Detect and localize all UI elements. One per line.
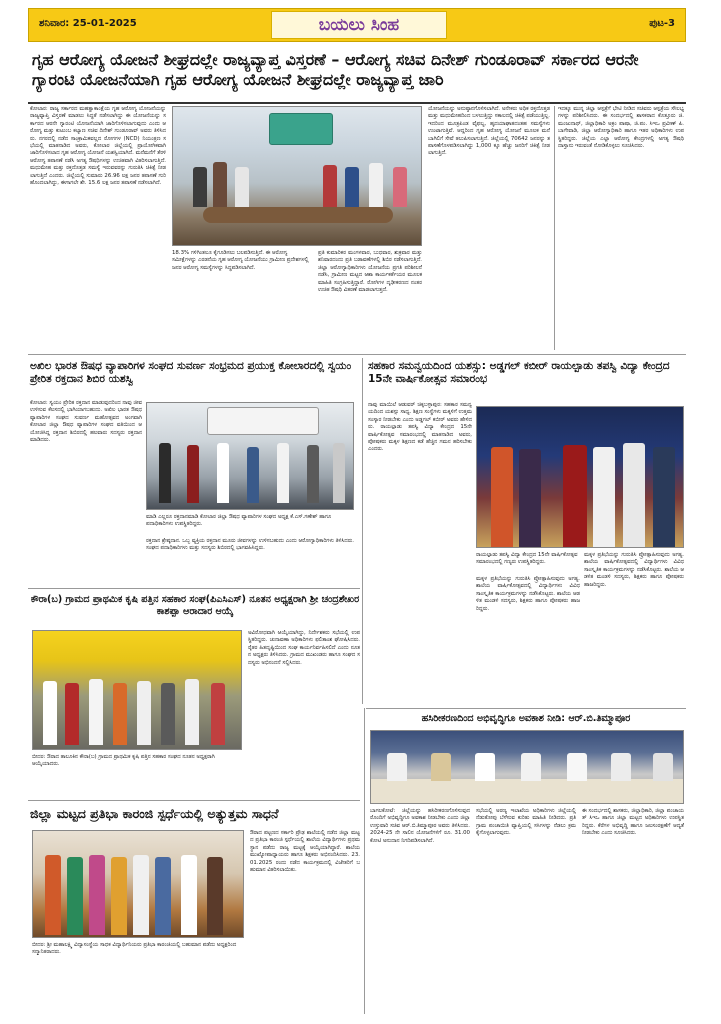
newspaper-title: ಬಯಲು ಸಿಂಹ <box>271 11 447 39</box>
anniversary-col1-text: ನಾವು ಮಾಯಿಲೆ ಆಡುವರ್ ಚಿಕ್ಕಬಳ್ಳಾಪುರ: ಸಹಕಾರ ಸಮನ್ವಯದಿಂದ ಯಶಸ್ಸು ಸಾಧ್ಯ. ಶಿಕ್ಷಣ ಸಂಸ್ಥೆಗಳು ಮಕ್ಕಳಿಗೆ ಉತ್ತಮ ಸಂಸ್ಕಾರ ನೀಡಬೇಕು ಎಂದು ಅಡ್ಡಗಲ್ ಕಬೀರ್ ಅವರು ಹೇಳಿದರು. ರಾಯಲ್ಪಾಡು ತಪಸ್ವಿ ವಿದ್ಯಾ ಕೇಂದ್ರದ 15ನೇ ವಾರ್ಷಿಕೋತ್ಸವ ಸಮಾರಂಭದಲ್ಲಿ ಮಾತನಾಡಿದ ಅವರು, ಪೋಷಕರು ಮಕ್ಕಳ ಶಿಕ್ಷಣದ ಕಡೆ ಹೆಚ್ಚಿನ ಗಮನ ಹರಿಸಬೇಕು ಎಂದರು. <box>368 402 472 453</box>
lead-headline: ಗೃಹ ಆರೋಗ್ಯ ಯೋಜನೆ ಶೀಘ್ರದಲ್ಲೇ ರಾಜ್ಯವ್ಯಾಪ್ತ ವಿಸ್ತರಣೆ – ಆರೋಗ್ಯ ಸಚಿವ ದಿನೇಶ್ ಗುಂಡೂರಾವ್ ಸರ್ಕಾರದ ಆರನೇ ಗ್ಯಾರಂಟಿ ಯೋಜನೆಯಾಗಿ ಗೃಹ ಆರೋಗ್ಯ ಯೋಜನೆ ಶೀಘ್ರದಲ್ಲೇ ರಾಜ್ಯವ್ಯಾಪ್ತ ಜಾರಿ <box>32 50 639 89</box>
issue-date: ಶನಿವಾರ: 25-01-2025 <box>39 18 137 29</box>
person-figure <box>207 857 223 935</box>
greening-col2-text: ಸಭೆಯಲ್ಲಿ ಅರಣ್ಯ ಇಲಾಖೆಯ ಅಧಿಕಾರಿಗಳು ಜಿಲ್ಲೆಯಲ್ಲಿ ನೆಡುತೋಪು ಬೆಳೆಸುವ ಕುರಿತು ಮಾಹಿತಿ ನೀಡಿದರು. ಪ್ರತಿ ಗ್ರಾಮ ಪಂಚಾಯಿತಿ ವ್ಯಾಪ್ತಿಯಲ್ಲಿ ಸಸಿಗಳನ್ನು ನೆಡಲು ಕ್ರಮ ಕೈಗೊಳ್ಳಲಾಗುವುದು. <box>476 808 576 837</box>
anniversary-column-2 <box>476 576 580 704</box>
talent-photo <box>32 830 244 938</box>
person-figure <box>89 855 105 935</box>
person-figure <box>137 681 151 745</box>
person-figure <box>623 443 645 547</box>
person-figure <box>611 753 631 781</box>
person-figure <box>247 447 259 503</box>
person-figure <box>43 681 57 745</box>
talent-caption: ಬೀದರ: ಶ್ರೀ ಮಹಾಲಕ್ಷ್ಮಿ ವಿದ್ಯಾಸಂಸ್ಥೆಯ ಸಾಧಕ ವಿದ್ಯಾರ್ಥಿನಿಯರು ಪ್ರತಿಭಾ ಕಾರಂಜಿಯಲ್ಲಿ ಬಹುಮಾನ ಪಡೆದು ಅಧ್ಯಕ್ಷರಿಂದ ಸನ್ಮಾನಿತರಾದರು. <box>32 942 237 956</box>
person-figure <box>67 857 83 935</box>
blood-col2-text: ರಕ್ತದಾನ ಶ್ರೇಷ್ಠದಾನ. ಒಬ್ಬ ವ್ಯಕ್ತಿಯ ರಕ್ತದಾನ ಮೂರು ಜೀವಗಳನ್ನು ಉಳಿಸಬಹುದು ಎಂದು ಆರೋಗ್ಯಾಧಿಕಾರಿಗಳು ತಿಳಿಸಿದರು. ಸಂಘದ ಪದಾಧಿಕಾರಿಗಳು ಮತ್ತು ಸದಸ್ಯರು ಶಿಬಿರದಲ್ಲಿ ಭಾಗವಹಿಸಿದ್ದರು. <box>146 538 354 552</box>
person-figure <box>113 683 127 745</box>
talent-col-text: ಔರಾದ ಪಟ್ಟಣದ ಸರ್ಕಾರಿ ಪ್ರೌಢ ಶಾಲೆಯಲ್ಲಿ ನಡೆದ ಜಿಲ್ಲಾ ಮಟ್ಟದ ಪ್ರತಿಭಾ ಕಾರಂಜಿ ಸ್ಪರ್ಧೆಯಲ್ಲಿ ಶಾಲೆಯ ವಿದ್ಯಾರ್ಥಿಗಳು ಪ್ರಥಮ ಸ್ಥಾನ ಪಡೆದು ರಾಜ್ಯ ಮಟ್ಟಕ್ಕೆ ಆಯ್ಕೆಯಾಗಿದ್ದಾರೆ. ಶಾಲೆಯ ಮುಖ್ಯೋಪಾಧ್ಯಾಯರು ಹಾಗೂ ಶಿಕ್ಷಕರು ಅಭಿನಂದಿಸಿದರು. 23.01.2025 ರಂದು ನಡೆದ ಕಾರ್ಯಕ್ರಮದಲ್ಲಿ ವಿಜೇತರಿಗೆ ಬಹುಮಾನ ವಿತರಿಸಲಾಯಿತು. <box>250 830 360 874</box>
anniversary-photo <box>476 406 684 548</box>
anniversary-headline: ಸಹಕಾರ ಸಮನ್ವಯದಿಂದ ಯಶಸ್ಸು: ಅಡ್ಡಗಲ್ ಕಬೀರ್ ರಾಯಲ್ಪಾಡು ತಪಸ್ವಿ ವಿದ್ಯಾ ಕೇಂದ್ರದ 15ನೇ ವಾರ್ಷಿಕೋತ್ಸವ ಸಮಾರಂಭ <box>368 360 670 386</box>
person-figure <box>111 857 127 935</box>
lead-column-1 <box>30 106 166 350</box>
newspaper-page <box>28 8 686 1016</box>
lead-rule <box>28 102 686 104</box>
greening-column-3 <box>582 808 684 1014</box>
section-divider <box>366 708 686 709</box>
person-figure <box>491 447 513 547</box>
person-figure <box>185 679 199 745</box>
person-figure <box>307 445 319 503</box>
person-figure <box>217 443 229 503</box>
person-figure <box>155 857 171 935</box>
person-figure <box>193 167 207 207</box>
anniversary-column-3 <box>584 552 684 704</box>
masthead-bar <box>28 8 686 42</box>
person-figure <box>563 445 587 547</box>
person-figure <box>387 753 407 781</box>
person-figure <box>369 163 383 207</box>
greening-headline: ಹಸಿರೀಕರಣದಿಂದ ಅಭಿವೃದ್ಧಿಗೂ ಅವಕಾಶ ನೀಡಿ: ಆರ್.ಬಿ.ತಿಮ್ಮಾಪೂರ <box>421 713 631 724</box>
greening-col3-text: ಈ ಸಂದರ್ಭದಲ್ಲಿ ಶಾಸಕರು, ಜಿಲ್ಲಾಧಿಕಾರಿ, ಜಿಲ್ಲಾ ಪಂಚಾಯತ್ ಸಿಇಒ ಹಾಗೂ ಜಿಲ್ಲಾ ಮಟ್ಟದ ಅಧಿಕಾರಿಗಳು ಉಪಸ್ಥಿತರಿದ್ದರು. ಕೆರೆಗಳ ಅಭಿವೃದ್ಧಿ ಹಾಗೂ ಜಲಸಂರಕ್ಷಣೆಗೆ ಆದ್ಯತೆ ನೀಡಬೇಕು ಎಂದು ಸೂಚಿಸಿದರು. <box>582 808 684 837</box>
person-figure <box>45 855 61 935</box>
greening-photo <box>370 730 684 804</box>
conference-table <box>203 207 393 223</box>
person-figure <box>133 855 149 935</box>
column-divider <box>364 708 365 1014</box>
blood-column-2 <box>146 538 354 586</box>
greening-col1-text: ಬಾಗಲಕೋಟೆ: ಜಿಲ್ಲೆಯನ್ನು ಹಸಿರೀಕರಣಗೊಳಿಸುವುದರೊಂದಿಗೆ ಅಭಿವೃದ್ಧಿಗೂ ಅವಕಾಶ ನೀಡಬೇಕು ಎಂದು ಜಿಲ್ಲಾ ಉಸ್ತುವಾರಿ ಸಚಿವ ಆರ್.ಬಿ.ತಿಮ್ಮಾಪೂರ ಅವರು ತಿಳಿಸಿದರು. 2024-25 ನೇ ಸಾಲಿನ ಯೋಜನೆಗಳಿಗೆ ರೂ. 31.00 ಕೋಟಿ ಅನುದಾನ ನಿಗದಿಪಡಿಸಲಾಗಿದೆ. <box>370 808 470 844</box>
anniversary-col2-text: ಮಕ್ಕಳ ಪ್ರತಿಭೆಯನ್ನು ಗುರುತಿಸಿ ಪ್ರೋತ್ಸಾಹಿಸುವುದು ಅಗತ್ಯ. ಶಾಲೆಯ ವಾರ್ಷಿಕೋತ್ಸವದಲ್ಲಿ ವಿದ್ಯಾರ್ಥಿಗಳು ವಿವಿಧ ಸಾಂಸ್ಕೃತಿಕ ಕಾರ್ಯಕ್ರಮಗಳನ್ನು ನಡೆಸಿಕೊಟ್ಟರು. ಶಾಲೆಯ ಆಡಳಿತ ಮಂಡಳಿ ಸದಸ್ಯರು, ಶಿಕ್ಷಕರು ಹಾಗೂ ಪೋಷಕರು ಹಾಜರಿದ್ದರು. <box>476 576 580 612</box>
lead-photo <box>172 106 422 246</box>
person-figure <box>277 443 289 503</box>
greening-column-1 <box>370 808 470 1014</box>
blood-column-1 <box>30 400 142 580</box>
person-figure <box>519 449 541 547</box>
lead-column-4 <box>428 106 550 350</box>
dais-table <box>371 779 684 804</box>
section-divider <box>28 800 360 801</box>
lead-col3-text: ಪ್ರತಿ ಕುಮಾರಿಕರ ಮಂಗಳವಾರ, ಬುಧವಾರ, ಶುಕ್ರವಾರ ಮತ್ತು ಶನಿವಾರದಂದು ಪ್ರತಿ ಬಡಾವಣೆಗಳಲ್ಲಿ ಶಿಬಿರ ನಡೆಸಲಾಗುತ್ತಿದೆ. ಜಿಲ್ಲಾ ಆರೋಗ್ಯಾಧಿಕಾರಿಗಳು ಯೋಜನೆಯ ಪ್ರಗತಿ ಪರಿಶೀಲನೆ ನಡೆಸಿ, ಗ್ರಾಮೀಣ ಮಟ್ಟದ ಆಶಾ ಕಾರ್ಯಕರ್ತೆಯರ ಮೂಲಕ ಮಾಹಿತಿ ಸಂಗ್ರಹಿಸುತ್ತಿದ್ದಾರೆ. ರೋಗಿಗಳ ದೃಢೀಕರಣದ ನಂತರ ಉಚಿತ ಔಷಧಿ ವಿತರಣೆ ಮಾಡಲಾಗುತ್ತದೆ. <box>318 250 422 294</box>
anniversary-caption: ರಾಯಲ್ಪಾಡು ತಪಸ್ವಿ ವಿದ್ಯಾ ಕೇಂದ್ರದ 15ನೇ ವಾರ್ಷಿಕೋತ್ಸವ ಸಮಾರಂಭದಲ್ಲಿ ಗಣ್ಯರು ಉಪಸ್ಥಿತರಿದ್ದರು. <box>476 552 578 566</box>
society-caption: ಬೀದರ: ಔರಾದ ತಾಲೂಕಿನ ಕೌರಾ(ಬ) ಗ್ರಾಮದ ಪ್ರಾಥಮಿಕ ಕೃಷಿ ಪತ್ತಿನ ಸಹಕಾರ ಸಂಘದ ನೂತನ ಅಧ್ಯಕ್ಷರಾಗಿ ಆಯ್ಕೆಯಾದರು. <box>32 754 215 768</box>
talent-headline: ಜಿಲ್ಲಾ ಮಟ್ಟದ ಪ್ರತಿಭಾ ಕಾರಂಜಿ ಸ್ಪರ್ಧೆಯಲ್ಲಿ ಅತ್ಯುತ್ತಮ ಸಾಧನೆ <box>30 806 279 821</box>
anniversary-column-1 <box>368 402 472 702</box>
lead-column-5 <box>558 106 684 350</box>
person-figure <box>187 445 199 503</box>
lead-column-3 <box>318 250 422 350</box>
society-headline: ಕೌರಾ(ಬ) ಗ್ರಾಮದ ಪ್ರಾಥಮಿಕ ಕೃಷಿ ಪತ್ತಿನ ಸಹಕಾರ ಸಂಘ(ಪಿಎಸಿಎಸ್) ನೂತನ ಅಧ್ಯಕ್ಷರಾಗಿ ಶ್ರೀ ಚಂದ್ರಶೇಖರ ಕಾಶಪ್ಪಾ ಆರಾದಾರ ಆಯ್ಕೆ <box>30 594 360 617</box>
lead-col4-text: ಯೋಜನೆಯನ್ನು ಅನುಷ್ಠಾನಗೊಳಿಸಲಾಗಿದೆ. ಅನೇಕರು ಅಧಿಕ ರಕ್ತದೊತ್ತಡ ಮತ್ತು ಮಧುಮೇಹದಿಂದ ಬಳಲುತ್ತಿದ್ದು ಸಕಾಲದಲ್ಲಿ ಚಿಕಿತ್ಸೆ ಪಡೆಯುತ್ತಿಲ್ಲ. ಇದರಿಂದ ಮೂತ್ರಪಿಂಡ ವೈಫಲ್ಯ, ಹೃದಯಾಘಾತದಂತಹ ಸಮಸ್ಯೆಗಳು ಉಂಟಾಗುತ್ತಿವೆ. ಆದ್ದರಿಂದ ಗೃಹ ಆರೋಗ್ಯ ಯೋಜನೆ ಮೂಲಕ ಮನೆ ಬಾಗಿಲಿಗೆ ಸೇವೆ ತಲುಪಿಸಲಾಗುತ್ತಿದೆ. ಜಿಲ್ಲೆಯಲ್ಲಿ 70642 ಜನರನ್ನು ತಪಾಸಣೆಗೊಳಪಡಿಸಲಾಗಿದ್ದು 1,000 ಕ್ಕೂ ಹೆಚ್ಚು ಜನರಿಗೆ ಚಿಕಿತ್ಸೆ ನೀಡಲಾಗುತ್ತಿದೆ. <box>428 106 550 157</box>
person-figure <box>235 167 249 207</box>
society-column <box>248 630 360 796</box>
lead-photo-caption: 18.3% ಗಳಿಗಿಂತಲೂ ಕೈಗೂಡಿಸಲು ಬಲಪಡಿಸುತ್ತಿದೆ. ಈ ಆರೋಗ್ಯ ಸಮೀಕ್ಷೆಗಳನ್ನು ಎರಡನೆಯ ಗೃಹ ಆರೋಗ್ಯ ಯೋಜನೆಯು ಗ್ರಾಮೀಣ ಪ್ರದೇಶಗಳಲ್ಲಿ ಜನರ ಆರೋಗ್ಯ ಸಮಸ್ಯೆಗಳನ್ನು ಸಿದ್ಧಪಡಿಸಲಾಗಿದೆ. <box>172 250 309 271</box>
person-figure <box>653 447 675 547</box>
person-figure <box>211 683 225 745</box>
column-divider <box>554 106 555 350</box>
camp-banner <box>207 407 319 435</box>
blood-camp-headline: ಅಖಿಲ ಭಾರತ ಔಷಧ ವ್ಯಾಪಾರಿಗಳ ಸಂಘದ ಸುವರ್ಣ ಸಂಭ್ರಮದ ಪ್ರಯುಕ್ತ ಕೋಲಾರದಲ್ಲಿ ಸ್ವಯಂ ಪ್ರೇರಿತ ರಕ್ತದಾನ ಶಿಬಿರ ಯಶಸ್ವಿ <box>30 360 352 386</box>
person-figure <box>213 162 227 207</box>
person-figure <box>431 753 451 781</box>
person-figure <box>521 753 541 781</box>
stage-banner <box>269 113 333 145</box>
person-figure <box>567 753 587 781</box>
section-divider <box>28 354 686 355</box>
person-figure <box>159 443 171 503</box>
lead-col5-text: ಇದಕ್ಕೂ ಮುನ್ನ ಜಿಲ್ಲಾ ಆಸ್ಪತ್ರೆಗೆ ಭೇಟಿ ನೀಡಿದ ಸಚಿವರು ಆಸ್ಪತ್ರೆಯ ಸೌಲಭ್ಯಗಳನ್ನು ಪರಿಶೀಲಿಸಿದರು. ಈ ಸಂದರ್ಭದಲ್ಲಿ ಶಾಸಕರಾದ ಕೊತ್ತೂರು ಜಿ. ಮಂಜುನಾಥ್, ಜಿಲ್ಲಾಧಿಕಾರಿ ಅಕ್ರಂ ಪಾಷಾ, ಜಿ.ಪಂ. ಸಿಇಒ ಪ್ರವೀಣ್ ಪಿ. ಬಾಗೇವಾಡಿ, ಜಿಲ್ಲಾ ಆರೋಗ್ಯಾಧಿಕಾರಿ ಹಾಗೂ ಇತರ ಅಧಿಕಾರಿಗಳು ಉಪಸ್ಥಿತರಿದ್ದರು. ಜಿಲ್ಲೆಯ ಎಲ್ಲಾ ಆರೋಗ್ಯ ಕೇಂದ್ರಗಳಲ್ಲಿ ಅಗತ್ಯ ಔಷಧಿ ದಾಸ್ತಾನು ಇರುವಂತೆ ನೋಡಿಕೊಳ್ಳಲು ಸೂಚಿಸಿದರು. <box>558 106 684 150</box>
person-figure <box>593 447 615 547</box>
section-divider <box>28 588 360 589</box>
column-divider <box>362 358 363 704</box>
person-figure <box>475 753 495 781</box>
society-col-text: ಅವಿರೋಧವಾಗಿ ಆಯ್ಕೆಯಾಗಿದ್ದು, ನಿರ್ದೇಶಕರು ಸಭೆಯಲ್ಲಿ ಉಪಸ್ಥಿತರಿದ್ದರು. ಚುನಾವಣಾ ಅಧಿಕಾರಿಗಳು ಫಲಿತಾಂಶ ಘೋಷಿಸಿದರು. ರೈತರ ಹಿತದೃಷ್ಟಿಯಿಂದ ಸಂಘ ಕಾರ್ಯನಿರ್ವಹಿಸಲಿದೆ ಎಂದು ನೂತನ ಅಧ್ಯಕ್ಷರು ತಿಳಿಸಿದರು. ಗ್ರಾಮದ ಮುಖಂಡರು ಹಾಗೂ ಸಂಘದ ಸದಸ್ಯರು ಅಭಿನಂದನೆ ಸಲ್ಲಿಸಿದರು. <box>248 630 360 666</box>
anniversary-col3-text: ಮಕ್ಕಳ ಪ್ರತಿಭೆಯನ್ನು ಗುರುತಿಸಿ ಪ್ರೋತ್ಸಾಹಿಸುವುದು ಅಗತ್ಯ. ಶಾಲೆಯ ವಾರ್ಷಿಕೋತ್ಸವದಲ್ಲಿ ವಿದ್ಯಾರ್ಥಿಗಳು ವಿವಿಧ ಸಾಂಸ್ಕೃತಿಕ ಕಾರ್ಯಕ್ರಮಗಳನ್ನು ನಡೆಸಿಕೊಟ್ಟರು. ಶಾಲೆಯ ಆಡಳಿತ ಮಂಡಳಿ ಸದಸ್ಯರು, ಶಿಕ್ಷಕರು ಹಾಗೂ ಪೋಷಕರು ಹಾಜರಿದ್ದರು. <box>584 552 684 588</box>
person-figure <box>323 165 337 207</box>
blood-camp-caption: ಮಾಡಿ ಎಲ್ಲರೂ ರಕ್ತದಾನಮಾಡಿ ಕೋಲಾರ ಜಿಲ್ಲಾ ಔಷಧ ವ್ಯಾಪಾರಿಗಳ ಸಂಘದ ಅಧ್ಯಕ್ಷ ಕೆ.ಎಸ್.ಗಣೇಶ್ ಹಾಗೂ ಪದಾಧಿಕಾರಿಗಳು ಉಪಸ್ಥಿತರಿದ್ದರು. <box>146 514 332 528</box>
person-figure <box>333 443 345 503</box>
society-photo <box>32 630 242 750</box>
person-figure <box>653 753 673 781</box>
blood-col1-text: ಕೋಲಾರ: ಸ್ವಯಂ ಪ್ರೇರಿತ ರಕ್ತದಾನ ಮಾಡುವುದರಿಂದ ನಾವು ಜೀವ ಉಳಿಸುವ ಕೆಲಸದಲ್ಲಿ ಭಾಗಿಯಾಗಬಹುದು. ಅಖಿಲ ಭಾರತ ಔಷಧ ವ್ಯಾಪಾರಿಗಳ ಸಂಘದ ಸುವರ್ಣ ಮಹೋತ್ಸವದ ಅಂಗವಾಗಿ ಕೋಲಾರ ಜಿಲ್ಲಾ ಔಷಧ ವ್ಯಾಪಾರಿಗಳ ಸಂಘದ ವತಿಯಿಂದ ಆಯೋಜಿಸಿದ್ದ ರಕ್ತದಾನ ಶಿಬಿರದಲ್ಲಿ ಹಲವಾರು ಸದಸ್ಯರು ರಕ್ತದಾನ ಮಾಡಿದರು. <box>30 400 142 444</box>
person-figure <box>89 679 103 745</box>
lead-col1-text: ಕೋಲಾರ: ರಾಜ್ಯ ಸರ್ಕಾರದ ಮಹತ್ವಾಕಾಂಕ್ಷೆಯ ಗೃಹ ಆರೋಗ್ಯ ಯೋಜನೆಯನ್ನು ರಾಜ್ಯವ್ಯಾಪ್ತಿ ವಿಸ್ತರಣೆ ಮಾಡಲು ಸಿದ್ಧತೆ ನಡೆಸಲಾಗಿದ್ದು ಈ ಯೋಜನೆಯನ್ನು ಸರ್ಕಾರದ ಆರನೇ ಗ್ಯಾರಂಟಿ ಯೋಜನೆಯಾಗಿ ಜಾರಿಗೊಳಿಸಲಾಗುವುದು ಎಂದು ಆರೋಗ್ಯ ಮತ್ತು ಕುಟುಂಬ ಕಲ್ಯಾಣ ಸಚಿವ ದಿನೇಶ್ ಗುಂಡೂರಾವ್ ಅವರು ತಿಳಿಸಿದರು. ನಗರದಲ್ಲಿ ನಡೆದ ಸಾಂಕ್ರಾಮಿಕವಲ್ಲದ ರೋಗಗಳ (NCD) ನಿಯಂತ್ರಣ ಸಭೆಯಲ್ಲಿ ಮಾತನಾಡಿದ ಅವರು, ಕೋಲಾರ ಜಿಲ್ಲೆಯಲ್ಲಿ ಪ್ರಾಯೋಗಿಕವಾಗಿ ಜಾರಿಗೊಳಿಸಲಾದ ಗೃಹ ಆರೋಗ್ಯ ಯೋಜನೆ ಯಶಸ್ವಿಯಾಗಿದೆ. ಮನೆಮನೆಗೆ ತೆರಳಿ ಆರೋಗ್ಯ ತಪಾಸಣೆ ನಡೆಸಿ ಅಗತ್ಯ ಔಷಧಿಗಳನ್ನು ಉಚಿತವಾಗಿ ವಿತರಿಸಲಾಗುತ್ತಿದೆ. ಮಧುಮೇಹ ಮತ್ತು ರಕ್ತದೊತ್ತಡ ಸಮಸ್ಯೆ ಇರುವವರನ್ನು ಗುರುತಿಸಿ ಚಿಕಿತ್ಸೆ ನೀಡಲಾಗುತ್ತಿದೆ ಎಂದರು. ಜಿಲ್ಲೆಯಲ್ಲಿ ಸುಮಾರು 26.96 ಲಕ್ಷ ಜನರ ತಪಾಸಣೆ ಗುರಿ ಹೊಂದಲಾಗಿದ್ದು, ಈಗಾಗಲೇ ಶೇ. 15.6 ಲಕ್ಷ ಜನರ ತಪಾಸಣೆ ನಡೆಸಲಾಗಿದೆ. <box>30 106 166 187</box>
person-figure <box>345 167 359 207</box>
person-figure <box>65 683 79 745</box>
talent-column <box>250 830 360 1014</box>
blood-camp-photo <box>146 402 354 510</box>
greening-column-2 <box>476 808 576 1014</box>
person-figure <box>161 683 175 745</box>
person-figure <box>181 855 197 935</box>
person-figure <box>393 167 407 207</box>
page-number: ಪುಟ-3 <box>649 18 675 29</box>
